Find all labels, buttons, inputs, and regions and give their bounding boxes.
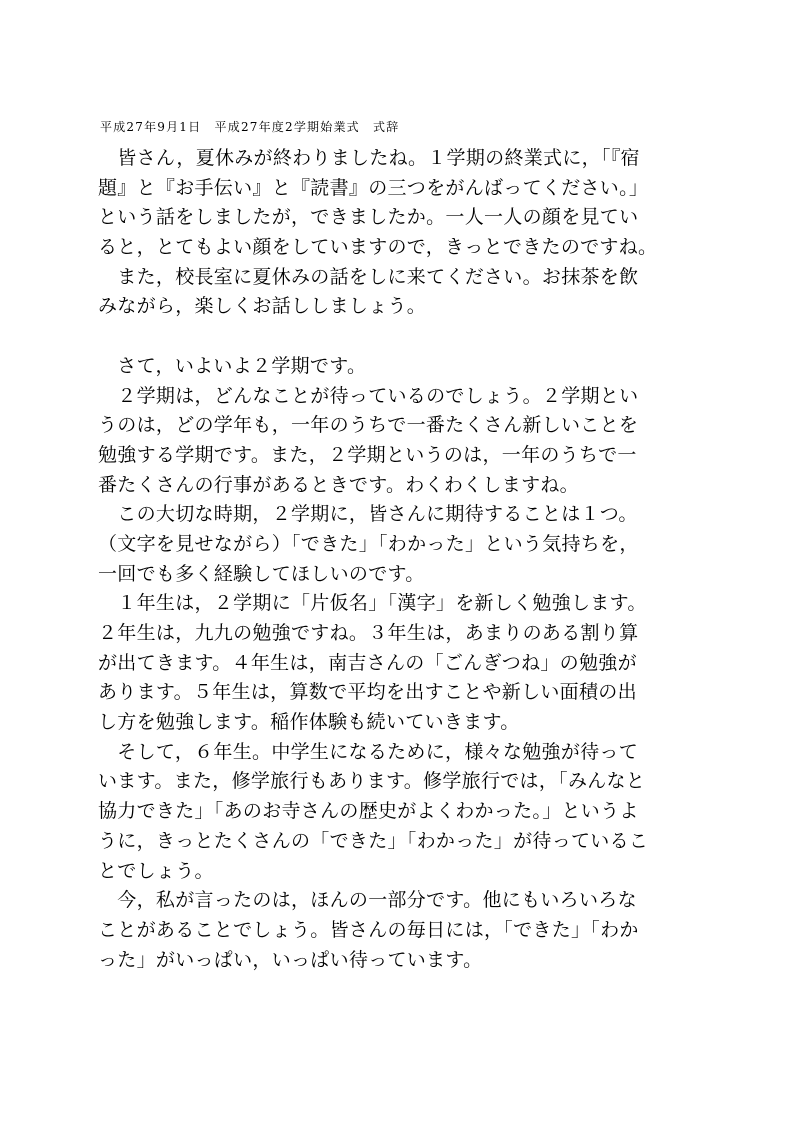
text-line: った」がいっぱい，いっぱい待っています。 bbox=[98, 948, 483, 971]
text-line: が出てきます。４年生は，南吉さんの「ごんぎつね」の勉強が bbox=[98, 651, 637, 674]
text-line: 一回でも多く経験してほしいのです。 bbox=[98, 562, 425, 585]
text-line: また，校長室に夏休みの話をしに来てください。お抹茶を飲 bbox=[98, 265, 639, 288]
text-line: みながら，楽しくお話ししましょう。 bbox=[98, 295, 427, 318]
text-line: ことがあることでしょう。皆さんの毎日には，「できた」「わか bbox=[98, 918, 639, 941]
text-line: １年生は，２学期に「片仮名」「漢字」を新しく勉強します。 bbox=[98, 592, 647, 615]
text-line: います。また，修学旅行もあります。修学旅行では，「みんなと bbox=[98, 770, 646, 793]
text-line: し方を勉強します。稲作体験も続いていきます。 bbox=[98, 711, 520, 734]
text-line: あります。５年生は，算数で平均を出すことや新しい面積の出 bbox=[98, 681, 637, 704]
text-line: この大切な時期，２学期に，皆さんに期待することは１つ。 bbox=[98, 503, 638, 526]
blank-line bbox=[98, 322, 714, 352]
text-line: さて，いよいよ２学期です。 bbox=[98, 354, 367, 377]
text-line: ２年生は，九九の勉強ですね。３年生は，あまりのある割り算 bbox=[98, 622, 639, 644]
text-line: うのは，どの学年も，一年のうちで一番たくさん新しいことを bbox=[98, 414, 639, 437]
text-line: 今，私が言ったのは，ほんの一部分です。他にもいろいろな bbox=[98, 889, 637, 912]
text-line: 題』と『お手伝い』と『読書』の三つをがんばってください。」 bbox=[98, 176, 649, 199]
text-line: とでしょう。 bbox=[98, 859, 214, 882]
text-line: 勉強する学期です。また，２学期というのは，一年のうちで一 bbox=[98, 443, 637, 466]
text-line: （文字を見せながら）「できた」「わかった」という気持ちを， bbox=[98, 532, 639, 555]
text-line: という話をしましたが，できましたか。一人一人の顔を見てい bbox=[98, 206, 639, 229]
text-line: 皆さん，夏休みが終わりましたね。１学期の終業式に，「『宿 bbox=[98, 147, 640, 169]
document-header: 平成27年9月1日 平成27年度2学期始業式 式辞 bbox=[100, 120, 400, 134]
text-line: うに，きっとたくさんの「できた」「わかった」が待っているこ bbox=[98, 829, 649, 852]
text-line: ２学期は，どんなことが待っているのでしょう。２学期とい bbox=[98, 384, 639, 407]
text-line: そして，６年生。中学生になるために，様々な勉強が待って bbox=[98, 740, 639, 763]
speech-body bbox=[98, 144, 714, 975]
text-line: 協力できた」「あのお寺さんの歴史がよくわかった。」というよ bbox=[98, 800, 639, 823]
text-line: ると，とてもよい顔をしていますので，きっとできたのですね。 bbox=[98, 236, 658, 259]
text-line: 番たくさんの行事があるときです。わくわくしますね。 bbox=[98, 473, 579, 496]
